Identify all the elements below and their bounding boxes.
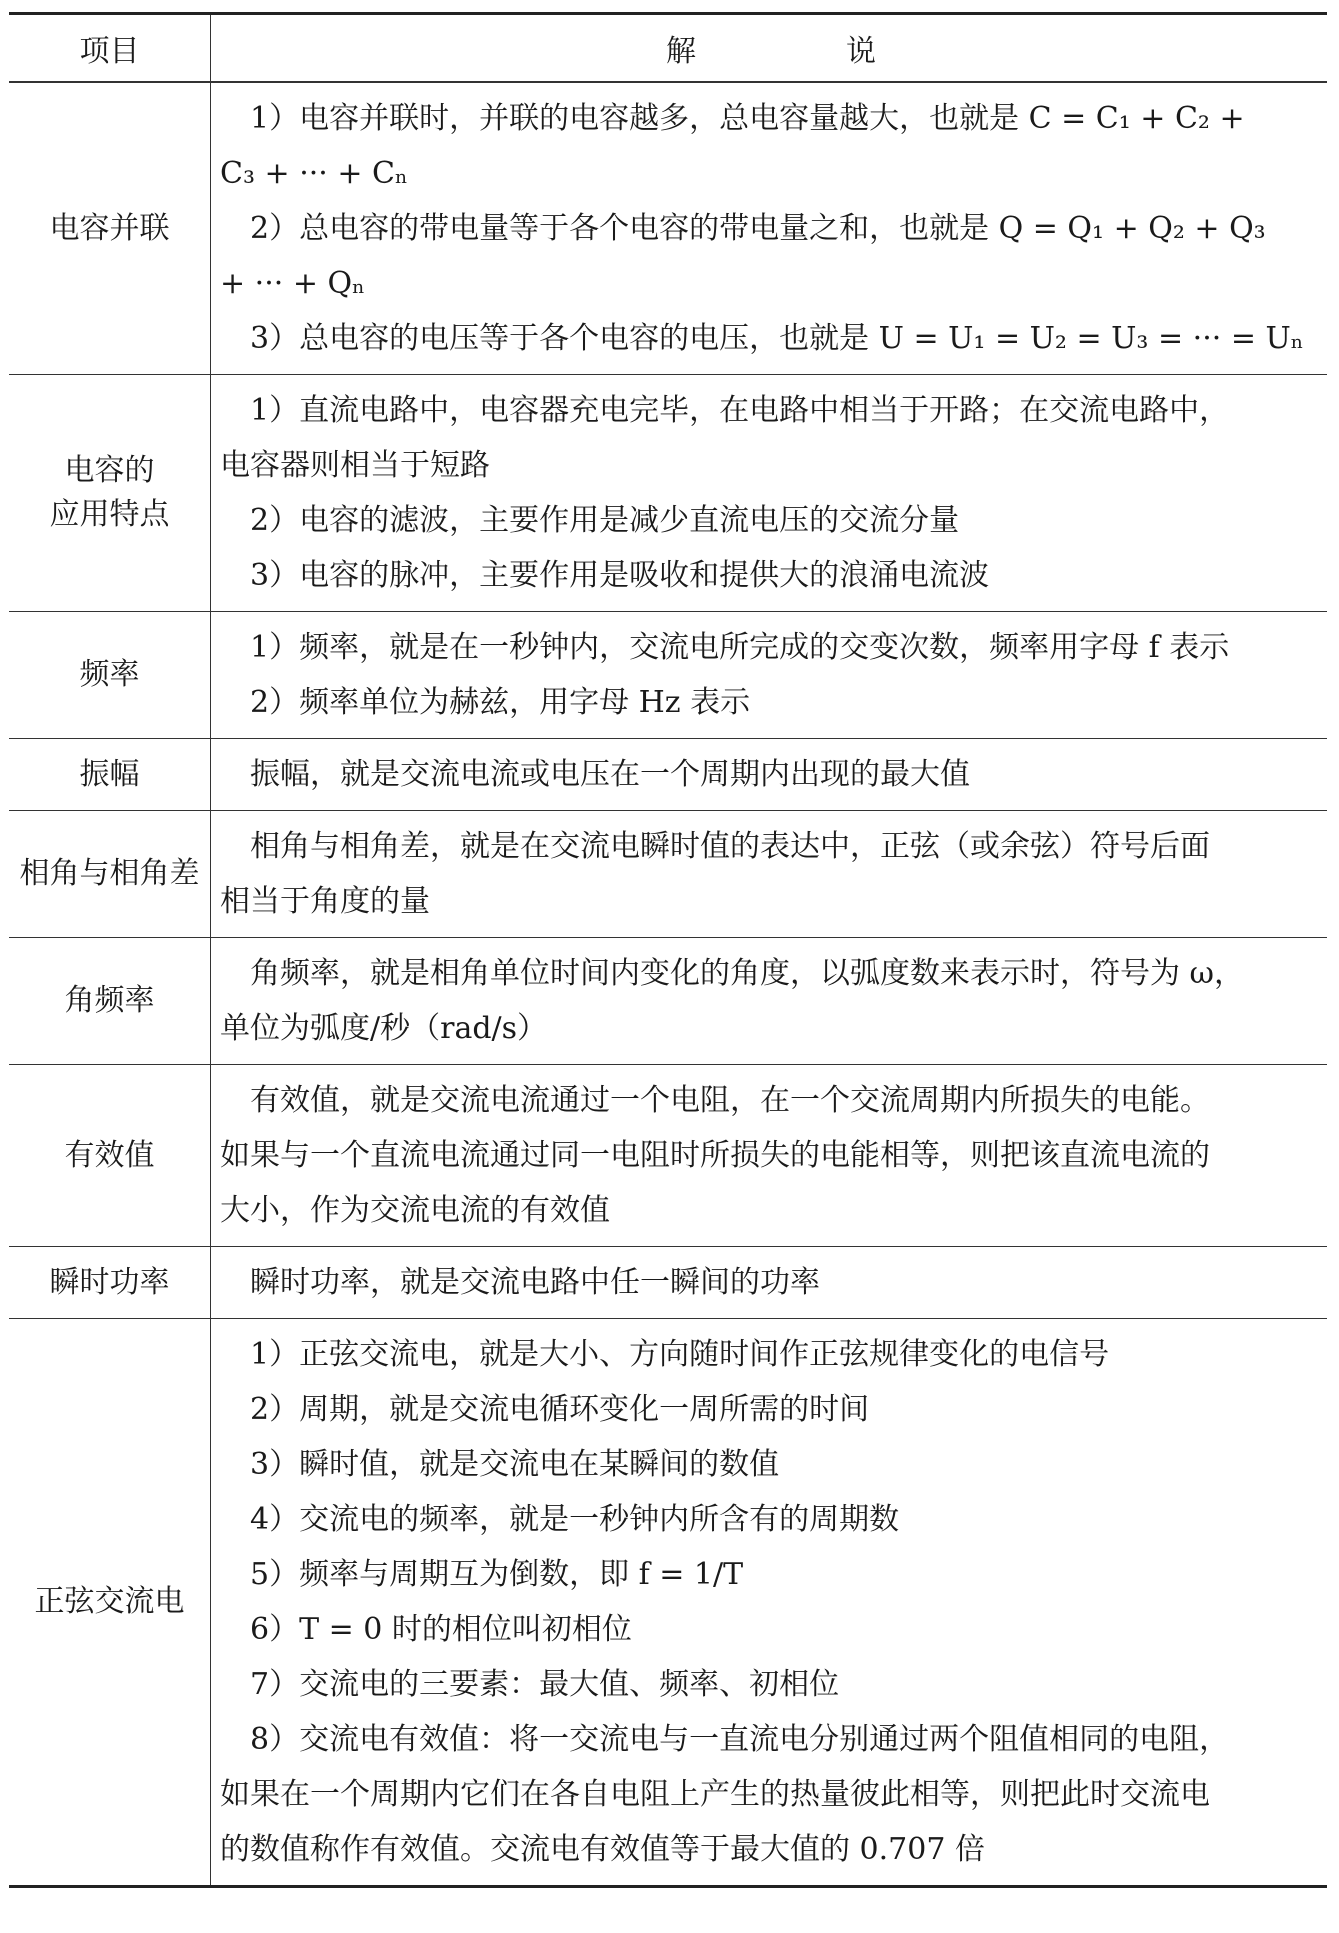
- header-item: 项目: [9, 14, 211, 83]
- table-row: [9, 1319, 1327, 1887]
- row-description-cell: [211, 1065, 1328, 1247]
- description-line: 角频率，就是相角单位时间内变化的角度，以弧度数来表示时，符号为 ω，: [250, 956, 1244, 991]
- description-line: 振幅，就是交流电流或电压在一个周期内出现的最大值: [250, 757, 970, 792]
- row-item-cell: [9, 1065, 211, 1247]
- description-line: 瞬时功率，就是交流电路中任一瞬间的功率: [250, 1265, 820, 1300]
- description-lines: [220, 811, 1321, 937]
- description-line: 单位为弧度/秒（rad/s）: [220, 1011, 548, 1046]
- description-lines: [220, 375, 1321, 611]
- row-item-cell: [9, 811, 211, 938]
- row-description-cell: [211, 811, 1328, 938]
- description-line: 有效值，就是交流电流通过一个电阻，在一个交流周期内所损失的电能。: [250, 1083, 1210, 1118]
- description-lines: [220, 1247, 1321, 1318]
- item-label: 相角与相角差: [19, 856, 200, 891]
- description-line: 8）交流电有效值：将一交流电与一直流电分别通过两个阻值相同的电阻，: [250, 1722, 1230, 1757]
- description-line: 相角与相角差，就是在交流电瞬时值的表达中，正弦（或余弦）符号后面: [250, 829, 1210, 864]
- description-line: 如果与一个直流电流通过同一电阻时所损失的电能相等，则把该直流电流的: [220, 1138, 1210, 1173]
- description-line: 3）瞬时值，就是交流电在某瞬间的数值: [250, 1447, 780, 1482]
- item-label: 振幅: [79, 756, 140, 792]
- row-item-cell: [9, 375, 211, 612]
- table-row: [9, 375, 1327, 612]
- row-item-cell: [9, 938, 211, 1065]
- description-lines: [220, 83, 1321, 374]
- row-item-cell: [9, 612, 211, 739]
- description-line: + ··· + Qₙ: [220, 266, 366, 301]
- row-description-cell: [211, 612, 1328, 739]
- description-line: 大小，作为交流电流的有效值: [220, 1193, 610, 1228]
- table-row: [9, 938, 1327, 1065]
- item-label: 频率: [79, 657, 140, 692]
- table-row: [9, 612, 1327, 739]
- row-description-cell: [211, 1247, 1328, 1319]
- item-label: 电容并联: [49, 210, 170, 246]
- row-item-cell: [9, 1247, 211, 1319]
- description-line: 6）T = 0 时的相位叫初相位: [250, 1612, 632, 1647]
- description-lines: [220, 1319, 1321, 1885]
- description-line: 2）总电容的带电量等于各个电容的带电量之和，也就是 Q = Q₁ + Q₂ + Q₃: [250, 211, 1266, 246]
- table-row: [9, 739, 1327, 811]
- table-row: [9, 82, 1327, 375]
- row-item-cell: [9, 1319, 211, 1887]
- description-lines: [220, 739, 1321, 810]
- item-label: 应用特点: [49, 497, 170, 532]
- description-line: 2）周期，就是交流电循环变化一周所需的时间: [250, 1392, 870, 1427]
- table-body: [9, 82, 1327, 1887]
- table-row: [9, 1247, 1327, 1319]
- table-row: [9, 811, 1327, 938]
- item-label: 有效值: [64, 1137, 155, 1173]
- description-line: 2）电容的滤波，主要作用是减少直流电压的交流分量: [250, 503, 960, 538]
- description-line: 3）总电容的电压等于各个电容的电压，也就是 U = U₁ = U₂ = U₃ = ··· = Uₙ: [250, 321, 1304, 356]
- definitions-table: [9, 12, 1327, 1888]
- description-line: 2）频率单位为赫兹，用字母 Hz 表示: [250, 685, 751, 720]
- row-item-cell: [9, 739, 211, 811]
- description-lines: [220, 938, 1321, 1064]
- row-description-cell: [211, 375, 1328, 612]
- description-line: 1）直流电路中，电容器充电完毕，在电路中相当于开路；在交流电路中，: [250, 393, 1230, 428]
- row-description-cell: [211, 938, 1328, 1065]
- description-line: 3）电容的脉冲，主要作用是吸收和提供大的浪涌电流波: [250, 558, 990, 593]
- description-line: 电容器则相当于短路: [220, 448, 490, 483]
- row-description-cell: [211, 739, 1328, 811]
- header-row: [9, 14, 1327, 83]
- item-label: 角频率: [64, 983, 155, 1018]
- table-row: [9, 1065, 1327, 1247]
- description-line: 7）交流电的三要素：最大值、频率、初相位: [250, 1667, 840, 1702]
- description-lines: [220, 612, 1321, 738]
- item-label: 正弦交流电: [34, 1584, 185, 1619]
- item-label: 瞬时功率: [49, 1264, 170, 1300]
- description-line: 的数值称作有效值。交流电有效值等于最大值的 0.707 倍: [220, 1832, 985, 1867]
- description-line: 如果在一个周期内它们在各自电阻上产生的热量彼此相等，则把此时交流电: [220, 1777, 1210, 1812]
- description-line: 1）正弦交流电，就是大小、方向随时间作正弦规律变化的电信号: [250, 1337, 1110, 1372]
- description-line: 4）交流电的频率，就是一秒钟内所含有的周期数: [250, 1502, 900, 1537]
- row-description-cell: [211, 82, 1328, 375]
- header-description: 解 说: [666, 34, 906, 69]
- row-description-cell: [211, 1319, 1328, 1887]
- item-label: 电容的: [64, 453, 155, 488]
- description-lines: [220, 1065, 1321, 1246]
- description-line: 5）频率与周期互为倒数，即 f = 1/T: [250, 1557, 744, 1592]
- description-line: 1）电容并联时，并联的电容越多，总电容量越大，也就是 C = C₁ + C₂ +: [250, 101, 1245, 136]
- description-line: C₃ + ··· + Cₙ: [220, 156, 408, 191]
- description-line: 1）频率，就是在一秒钟内，交流电所完成的交变次数，频率用字母 f 表示: [250, 630, 1230, 665]
- description-line: 相当于角度的量: [220, 884, 430, 919]
- row-item-cell: [9, 82, 211, 375]
